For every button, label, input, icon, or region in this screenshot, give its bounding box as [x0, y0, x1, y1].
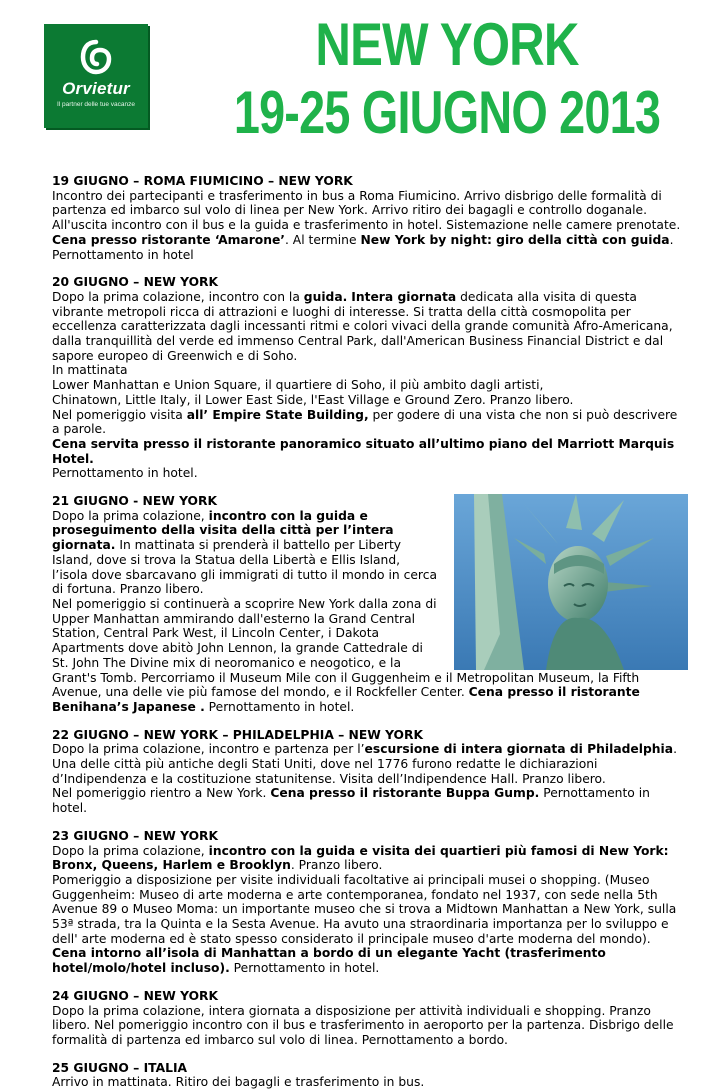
day-20	[52, 275, 682, 481]
day-title: 25 GIUGNO – ITALIA	[52, 1060, 188, 1075]
orvietur-logo-icon	[80, 39, 112, 75]
day-24	[52, 989, 682, 1048]
day-title: 21 GIUGNO - NEW YORK	[52, 494, 218, 509]
day-title: 23 GIUGNO – NEW YORK	[52, 828, 219, 843]
day-paragraph: Pomeriggio a disposizione per visite individuali facoltative ai principali musei o shopping. (Museo Guggenheim: Museo di arte moderna e arte contemporanea, fondato nel 1937, con sede nella 5th Avenue 89 o Museo Moma: un importante museo che si trova a Midtown Manhattan a New York, sulla 53ª strada, tra la Quinta e la Sesta Avenue. Ha avuto una straordinaria importanza per lo sviluppo e dell' arte moderna ed è stato spesso considerato il principale museo d'arte moderna del mondo).	[52, 872, 677, 946]
day-paragraph: In mattinata	[52, 363, 128, 378]
headline-city: NEW YORK	[315, 11, 579, 78]
tour-text: New York by night: giro della città con guida	[360, 232, 670, 247]
itinerary-body	[52, 174, 682, 1090]
day-paragraph: Chinatown, Little Italy, il Lower East Side, l'East Village e Ground Zero. Pranzo libero.	[52, 392, 574, 407]
day-paragraph: Dopo la prima colazione, incontro con la guida. Intera giornata dedicata alla visita di questa vibrante metropoli ricca di attrazioni e luoghi di interesse. Si tratta della città cosmopolita per eccellenza caratterizzata dagli incessanti ritmi e colori vivaci della grande comunità Afro-Americana, dalla tranquillità del verde ed immenso Central Park, dall'American Business Financial District e dal sapore europeo di Greenwich e di Soho.	[52, 289, 673, 363]
day-paragraph: Pernottamento in hotel	[52, 247, 194, 262]
statue-of-liberty-image	[454, 494, 688, 670]
day-paragraph: Cena intorno all’isola di Manhattan a bordo di un elegante Yacht (trasferimento hotel/molo/hotel incluso). Pernottamento in hotel.	[52, 946, 606, 976]
day-paragraph: Dopo la prima colazione, incontro e partenza per l’escursione di intera giornata di Philadelphia. Una delle città più antiche degli Stati Uniti, dove nel 1776 furono redatte le dichiarazioni d’Indipendenza e la costituzione statunitense. Visita dell’Indipendence Hall. Pranzo libero.	[52, 742, 677, 786]
day-paragraph: Nel pomeriggio rientro a New York. Cena presso il ristorante Buppa Gump. Pernottamento in hotel.	[52, 786, 650, 816]
day-22	[52, 728, 682, 816]
day-title: 19 GIUGNO – ROMA FIUMICINO – NEW YORK	[52, 174, 353, 188]
logo-tagline: Il partner delle tue vacanze	[56, 101, 136, 108]
day-25	[52, 1061, 682, 1090]
headline-dates: 19-25 GIUGNO 2013	[233, 79, 661, 146]
day-paragraph: All'uscita incontro con il bus e la guida e trasferimento in hotel. Sistemazione nelle camere prenotate.	[52, 218, 681, 233]
day-paragraph: Dopo la prima colazione, incontro con la guida e visita dei quartieri più famosi di New York: Bronx, Queens, Harlem e Brooklyn. Pranzo libero.	[52, 843, 669, 873]
day-paragraph: Lower Manhattan e Union Square, il quartiere di Soho, il più ambito dagli artisti,	[52, 378, 544, 393]
dinner-text: Cena presso il ristorante Buppa Gump.	[270, 786, 540, 801]
day-paragraph: Arrivo in mattinata. Ritiro dei bagagli e trasferimento in bus.	[52, 1075, 425, 1090]
day-23	[52, 829, 682, 976]
day-paragraph: Cena presso ristorante ‘Amarone’. Al termine New York by night: giro della città con guida.	[52, 232, 674, 247]
logo-brand-name: Orvietur	[62, 79, 130, 98]
day-19	[52, 174, 682, 262]
day-paragraph: Incontro dei partecipanti e trasferimento in bus a Roma Fiumicino. Arrivo disbrigo delle formalità di partenza ed imbarco sul volo di linea per New York. Arrivo ritiro dei bagagli e controllo doganale.	[52, 188, 662, 218]
dinner-text: Cena presso il ristorante Benihana’s Japanese .	[52, 685, 640, 714]
day-paragraph: Nel pomeriggio si continuerà a scoprire New York dalla zona di Upper Manhattan ammirando dall'esterno la Grand Central Station, Central Park West, il Lincoln Center, i Dakota Apartments dove abitò John Lennon, la grande Cattedrale di St. John The Divine mix di neoromanico e neogotico, e la Grant's Tomb. Percorriamo il Museum Mile con il Guggenheim e il Metropolitan Museum, la Fifth Avenue, una delle vie più famose del mondo, e il Rockfeller Center. Cena presso il ristorante Benihana’s Japanese . Pernottamento in hotel.	[52, 596, 640, 714]
statue-of-liberty-photo	[454, 494, 688, 670]
day-title: 22 GIUGNO – NEW YORK – PHILADELPHIA – NEW YORK	[52, 727, 423, 742]
day-paragraph: Dopo la prima colazione, incontro con la guida e proseguimento della visita della città per l’intera giornata. In mattinata si prenderà il battello per Liberty Island, dove si trova la Statua della Libertà e Ellis Island, l’isola dove sbarcavano gli immigrati di tutto il mondo in cerca di fortuna. Pranzo libero.	[52, 508, 437, 597]
day-21	[52, 494, 682, 715]
day-paragraph: Nel pomeriggio visita all’ Empire State Building, per godere di una vista che non si può descrivere a parole.	[52, 407, 678, 437]
orvietur-logo	[44, 24, 148, 128]
dinner-text: Cena servita presso il ristorante panoramico situato all’ultimo piano del Marriott Marquis Hotel.	[52, 436, 675, 466]
dinner-text: Cena presso ristorante ‘Amarone’	[52, 232, 285, 247]
day-paragraph: Pernottamento in hotel.	[52, 466, 198, 481]
day-title: 24 GIUGNO – NEW YORK	[52, 988, 219, 1003]
dinner-text: Cena intorno all’isola di Manhattan a bordo di un elegante Yacht (trasferimento hotel/molo/hotel incluso).	[52, 946, 606, 976]
day-paragraph: Dopo la prima colazione, intera giornata a disposizione per attività individuali e shopping. Pranzo libero. Nel pomeriggio incontro con il bus e trasferimento in aeroporto per la partenza. Disbrigo delle formalità di partenza ed imbarco sul volo di linea. Pernottamento a bordo.	[52, 1003, 674, 1047]
day-title: 20 GIUGNO – NEW YORK	[52, 275, 219, 290]
